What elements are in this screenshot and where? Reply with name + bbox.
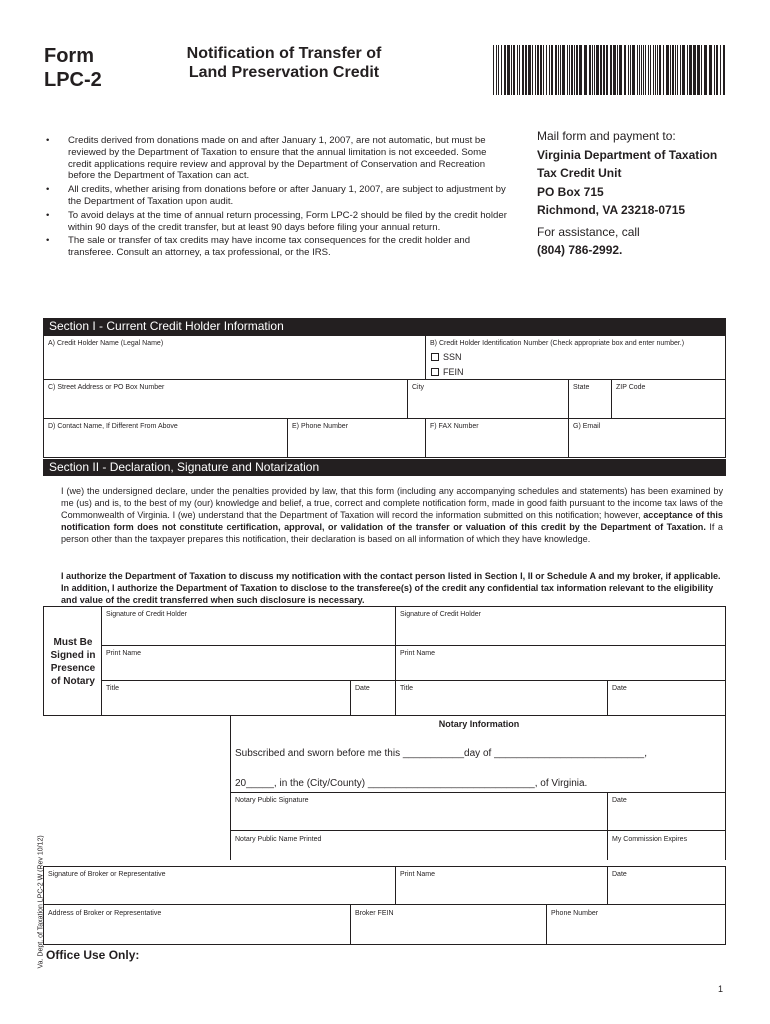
holder-signature-field-1[interactable]: Signature of Credit Holder [106, 611, 187, 618]
email-field[interactable]: G) Email [573, 423, 601, 430]
ssn-checkbox[interactable] [431, 353, 439, 361]
section-1-header: Section I - Current Credit Holder Information [43, 318, 726, 335]
must-sign-notice [44, 636, 102, 688]
notary-name-printed-field[interactable]: Notary Public Name Printed [235, 836, 322, 843]
instruction-item: • All credits, whether arising from donations before or after January 1, 2007, are subject to adjustment by the Department of Taxation upon audit. [40, 184, 510, 208]
mail-city: Richmond, VA 23218-0715 [537, 203, 686, 217]
section-1-table [43, 335, 726, 458]
must-sign-line: Must Be [53, 637, 93, 648]
mail-unit: Tax Credit Unit [537, 166, 622, 180]
mailing-info [537, 127, 737, 260]
fein-label: FEIN [443, 367, 464, 377]
instructions-list [40, 135, 510, 261]
mail-box: PO Box 715 [537, 184, 604, 199]
street-address-field[interactable]: C) Street Address or PO Box Number [48, 384, 165, 391]
zip-code-field[interactable]: ZIP Code [616, 384, 646, 391]
print-name-field-2[interactable]: Print Name [400, 650, 436, 657]
holder-signature-field-2[interactable]: Signature of Credit Holder [400, 611, 481, 618]
broker-print-name-field[interactable]: Print Name [400, 871, 436, 878]
broker-signature-field[interactable]: Signature of Broker or Representative [48, 871, 166, 878]
credit-holder-id-field[interactable]: B) Credit Holder Identification Number (Check appropriate box and enter number.) [430, 340, 685, 347]
title-field-1[interactable]: Title [106, 685, 119, 692]
broker-date-field[interactable]: Date [612, 871, 627, 878]
assistance-phone: (804) 786-2992. [537, 243, 623, 257]
title-field-2[interactable]: Title [400, 685, 413, 692]
date-field-1[interactable]: Date [355, 685, 370, 692]
broker-phone-field[interactable]: Phone Number [551, 910, 599, 917]
instruction-item: • The sale or transfer of tax credits may have income tax consequences for the credit holder and transferee. Consult an attorney, a tax professional, or the IRS. [40, 235, 510, 259]
date-field-2[interactable]: Date [612, 685, 627, 692]
mail-dept: Virginia Department of Taxation [537, 147, 718, 162]
ssn-label: SSN [443, 352, 462, 362]
notary-signature-field[interactable]: Notary Public Signature [235, 797, 309, 804]
declaration-part-1: I (we) the undersigned declare, under the penalties provided by law, that this form (including any accompanying schedules and statements) has been examined by me (us) and is, to the best of my (our) knowledge and belief, a true, correct and complete notification form, made in good faith pursuant to the income tax laws of the Commonwealth of Virginia. I (we) understand that the Department of Taxation will record the information submitted on this notification; however, [61, 486, 723, 520]
declaration-bold: acceptance of this notification form does not constitute certification, approval, or validation of the transfer or valuation of this credit by the Department of Taxation. [61, 510, 723, 532]
contact-name-field[interactable]: D) Contact Name, If Different From Above [48, 423, 178, 430]
form-number [44, 44, 102, 92]
barcode [493, 45, 725, 95]
office-use-label: Office Use Only: [46, 948, 140, 962]
fein-option[interactable] [431, 365, 464, 379]
must-sign-line: Signed in [50, 650, 96, 661]
commission-expires-field[interactable]: My Commission Expires [612, 836, 688, 843]
broker-fein-field[interactable]: Broker FEIN [355, 910, 394, 917]
title-line-2: Land Preservation Credit [188, 64, 380, 81]
ssn-option[interactable] [431, 350, 462, 364]
form-code: LPC-2 [44, 69, 102, 91]
notary-date-field[interactable]: Date [612, 797, 627, 804]
authorization-text: I authorize the Department of Taxation to discuss my notification with the contact person listed in Section I, II or Schedule A and my broker, if applicable. In addition, I authorize the Department of Taxation to disclose to the transferee(s) of the credit any confidential tax information relevant to the eligibility and value of the credit transferred when such disclosure is necessary. [61, 571, 721, 605]
notary-title: Notary Information [438, 719, 520, 729]
declaration-part-2: If a person other than the taxpayer prepares this notification, their declaration is based on all information of which they have knowledge. [61, 522, 723, 544]
credit-holder-name-field[interactable]: A) Credit Holder Name (Legal Name) [48, 340, 164, 347]
city-field[interactable]: City [412, 384, 425, 391]
state-field[interactable]: State [573, 384, 590, 391]
fein-checkbox[interactable] [431, 368, 439, 376]
form-word: Form [44, 45, 94, 67]
instruction-item: • To avoid delays at the time of annual return processing, Form LPC-2 should be filed by the credit holder within 90 days of the credit transfer, but at least 90 days before filing your annual return. [40, 210, 510, 234]
section-2-header: Section II - Declaration, Signature and Notarization [43, 459, 726, 476]
broker-address-field[interactable]: Address of Broker or Representative [48, 910, 162, 917]
mail-intro: Mail form and payment to: [537, 129, 676, 143]
declaration-text [61, 485, 723, 545]
notary-oath-line-1[interactable]: Subscribed and sworn before me this ___________day of ___________________________, [235, 748, 648, 759]
form-title [168, 44, 400, 82]
instruction-item: • Credits derived from donations made on and after January 1, 2007, are not automatic, but must be reviewed by the Department of Taxation to ensure that the annual limitation is not exceeded. Some credit applications require review and approval by the Department of Conservation and Recreation before the Department of Taxation can act. [40, 135, 510, 182]
page-number: 1 [718, 984, 724, 994]
notary-oath-line-2[interactable]: 20_____, in the (City/County) ______________________________, of Virginia. [235, 778, 588, 789]
must-sign-line: of Notary [51, 676, 95, 687]
must-sign-line: Presence [50, 663, 96, 674]
fax-number-field[interactable]: F) FAX Number [430, 423, 479, 430]
assistance-text: For assistance, call [537, 224, 640, 239]
title-line-1: Notification of Transfer of [186, 45, 382, 62]
revision-note: Va. Dept. of Taxation LPC-2 W (Rev 10/12) [37, 835, 45, 969]
phone-number-field[interactable]: E) Phone Number [292, 423, 349, 430]
print-name-field-1[interactable]: Print Name [106, 650, 142, 657]
